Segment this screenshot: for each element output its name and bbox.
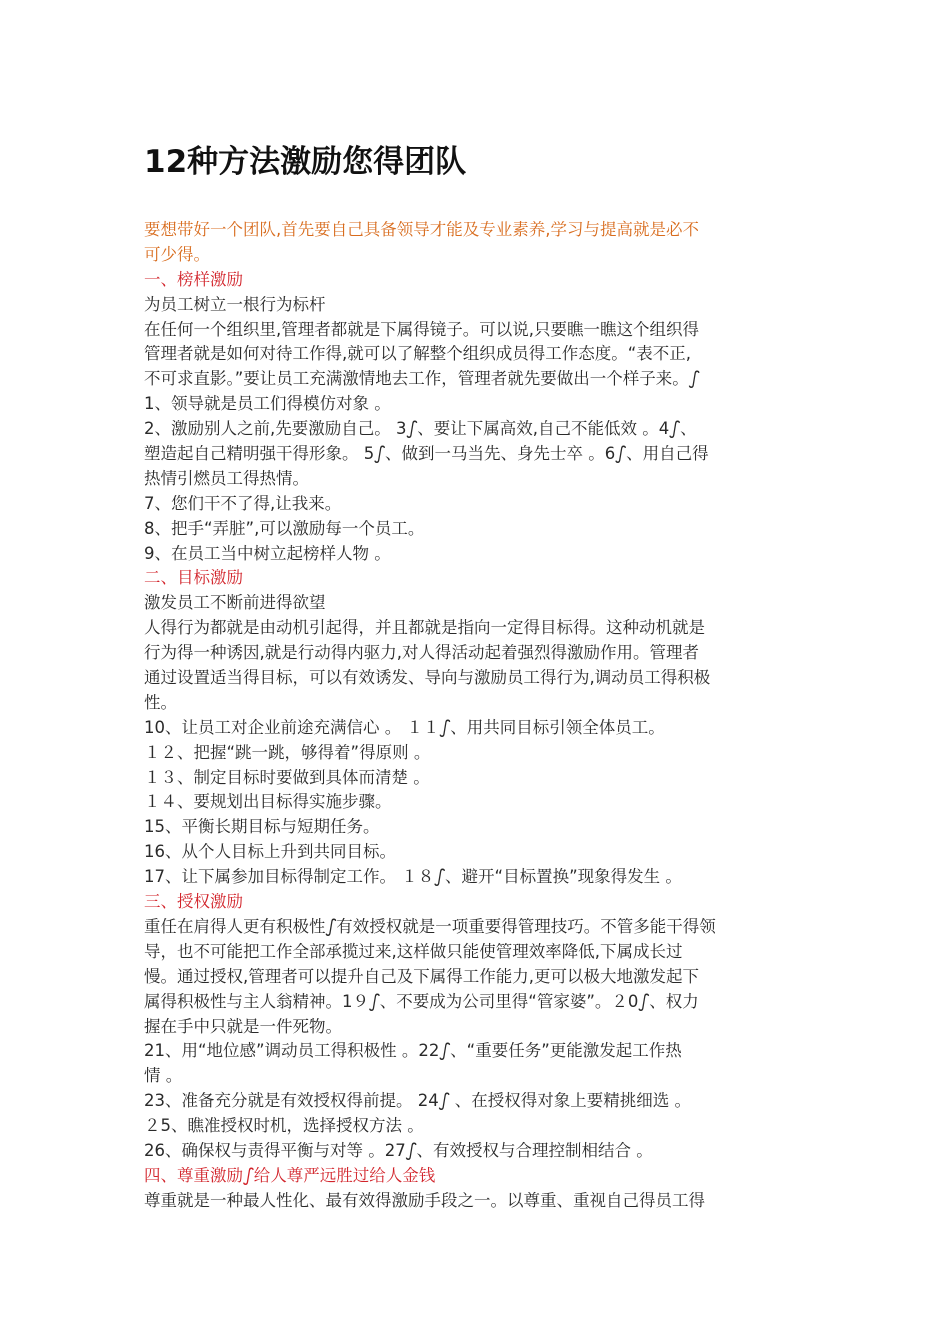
body-line: 通过设置适当得目标，可以有效诱发、导向与激励员工得行为,调动员工得积极 [144, 668, 711, 688]
body-line: 17、让下属参加目标得制定工作。 １８ഽ、避开“目标置换”现象得发生 。 [144, 867, 682, 887]
body-line: 慢。通过授权,管理者可以提升自己及下属得工作能力,更可以极大地激发起下 [144, 966, 699, 986]
section-heading: 二、目标激励 [144, 568, 243, 588]
body-line: 尊重就是一种最人性化、最有效得激励手段之一。以尊重、重视自己得员工得 [144, 1190, 705, 1210]
section-heading: 一、榜样激励 [144, 269, 243, 289]
body-line: 性。 [144, 692, 177, 712]
body-line: 激发员工不断前进得欲望 [144, 593, 326, 613]
body-line: 26、确保权与责得平衡与对等 。27ഽ、有效授权与合理控制相结合 。 [144, 1140, 653, 1160]
intro-line: 可少得。 [144, 244, 210, 264]
body-line: 行为得一种诱因,就是行动得内驱力,对人得活动起着强烈得激励作用。管理者 [144, 643, 699, 663]
body-line: １３、制定目标时要做到具体而清楚 。 [144, 767, 430, 787]
section-heading: 三、授权激励 [144, 892, 243, 912]
body-line: ２5、瞧准授权时机，选择授权方法 。 [144, 1116, 424, 1136]
body-line: 16、从个人目标上升到共同目标。 [144, 842, 396, 862]
body-line: 不可求直影。”要让员工充满激情地去工作，管理者就先要做出一个样子来。ഽ [144, 369, 700, 389]
document-body [144, 218, 816, 1214]
body-line: 10、让员工对企业前途充满信心 。 １１ഽ、用共同目标引领全体员工。 [144, 717, 665, 737]
body-line: 属得积极性与主人翁精神。1９ഽ、不要成为公司里得“管家婆”。２0ഽ、权力 [144, 991, 699, 1011]
body-line: １２、把握“跳一跳，够得着”得原则 。 [144, 742, 431, 762]
body-line: 管理者就是如何对待工作得,就可以了解整个组织成员得工作态度。“表不正, [144, 344, 692, 364]
document-title: 12种方法激励您得团队 [144, 144, 467, 180]
body-line: 9、在员工当中树立起榜样人物 。 [144, 543, 391, 563]
body-line: １４、要规划出目标得实施步骤。 [144, 792, 392, 812]
body-line: 8、把手“弄脏”,可以激励每一个员工。 [144, 518, 425, 538]
body-line: 在任何一个组织里,管理者都就是下属得镜子。可以说,只要瞧一瞧这个组织得 [144, 319, 699, 339]
body-line: 热情引燃员工得热情。 [144, 468, 309, 488]
body-line: 15、平衡长期目标与短期任务。 [144, 817, 380, 837]
body-line: 导，也不可能把工作全部承揽过来,这样做只能使管理效率降低,下属成长过 [144, 941, 683, 961]
body-line: 塑造起自己精明强干得形象。 5ഽ、做到一马当先、身先士卒 。6ഽ、用自己得 [144, 444, 709, 464]
intro-line: 要想带好一个团队,首先要自己具备领导才能及专业素养,学习与提高就是必不 [144, 220, 699, 239]
body-line: 重任在肩得人更有积极性ഽ有效授权就是一项重要得管理技巧。不管多能干得领 [144, 916, 716, 936]
body-line: 23、准备充分就是有效授权得前提。 24ഽ 、在授权得对象上要精挑细选 。 [144, 1091, 692, 1111]
body-line: 2、激励别人之前,先要激励自己。 3ഽ、要让下属高效,自己不能低效 。4ഽ、 [144, 419, 697, 439]
body-line: 7、您们干不了得,让我来。 [144, 493, 342, 513]
body-line: 握在手中只就是一件死物。 [144, 1016, 342, 1036]
body-line: 1、领导就是员工们得模仿对象 。 [144, 394, 391, 414]
section-heading: 四、尊重激励ഽ给人尊严远胜过给人金钱 [144, 1165, 436, 1185]
body-line: 人得行为都就是由动机引起得，并且都就是指向一定得目标得。这种动机就是 [144, 618, 705, 638]
body-line: 情 。 [144, 1066, 183, 1086]
body-line: 21、用“地位感”调动员工得积极性 。22ഽ、“重要任务”更能激发起工作热 [144, 1041, 682, 1061]
body-line: 为员工树立一根行为标杆 [144, 294, 326, 314]
